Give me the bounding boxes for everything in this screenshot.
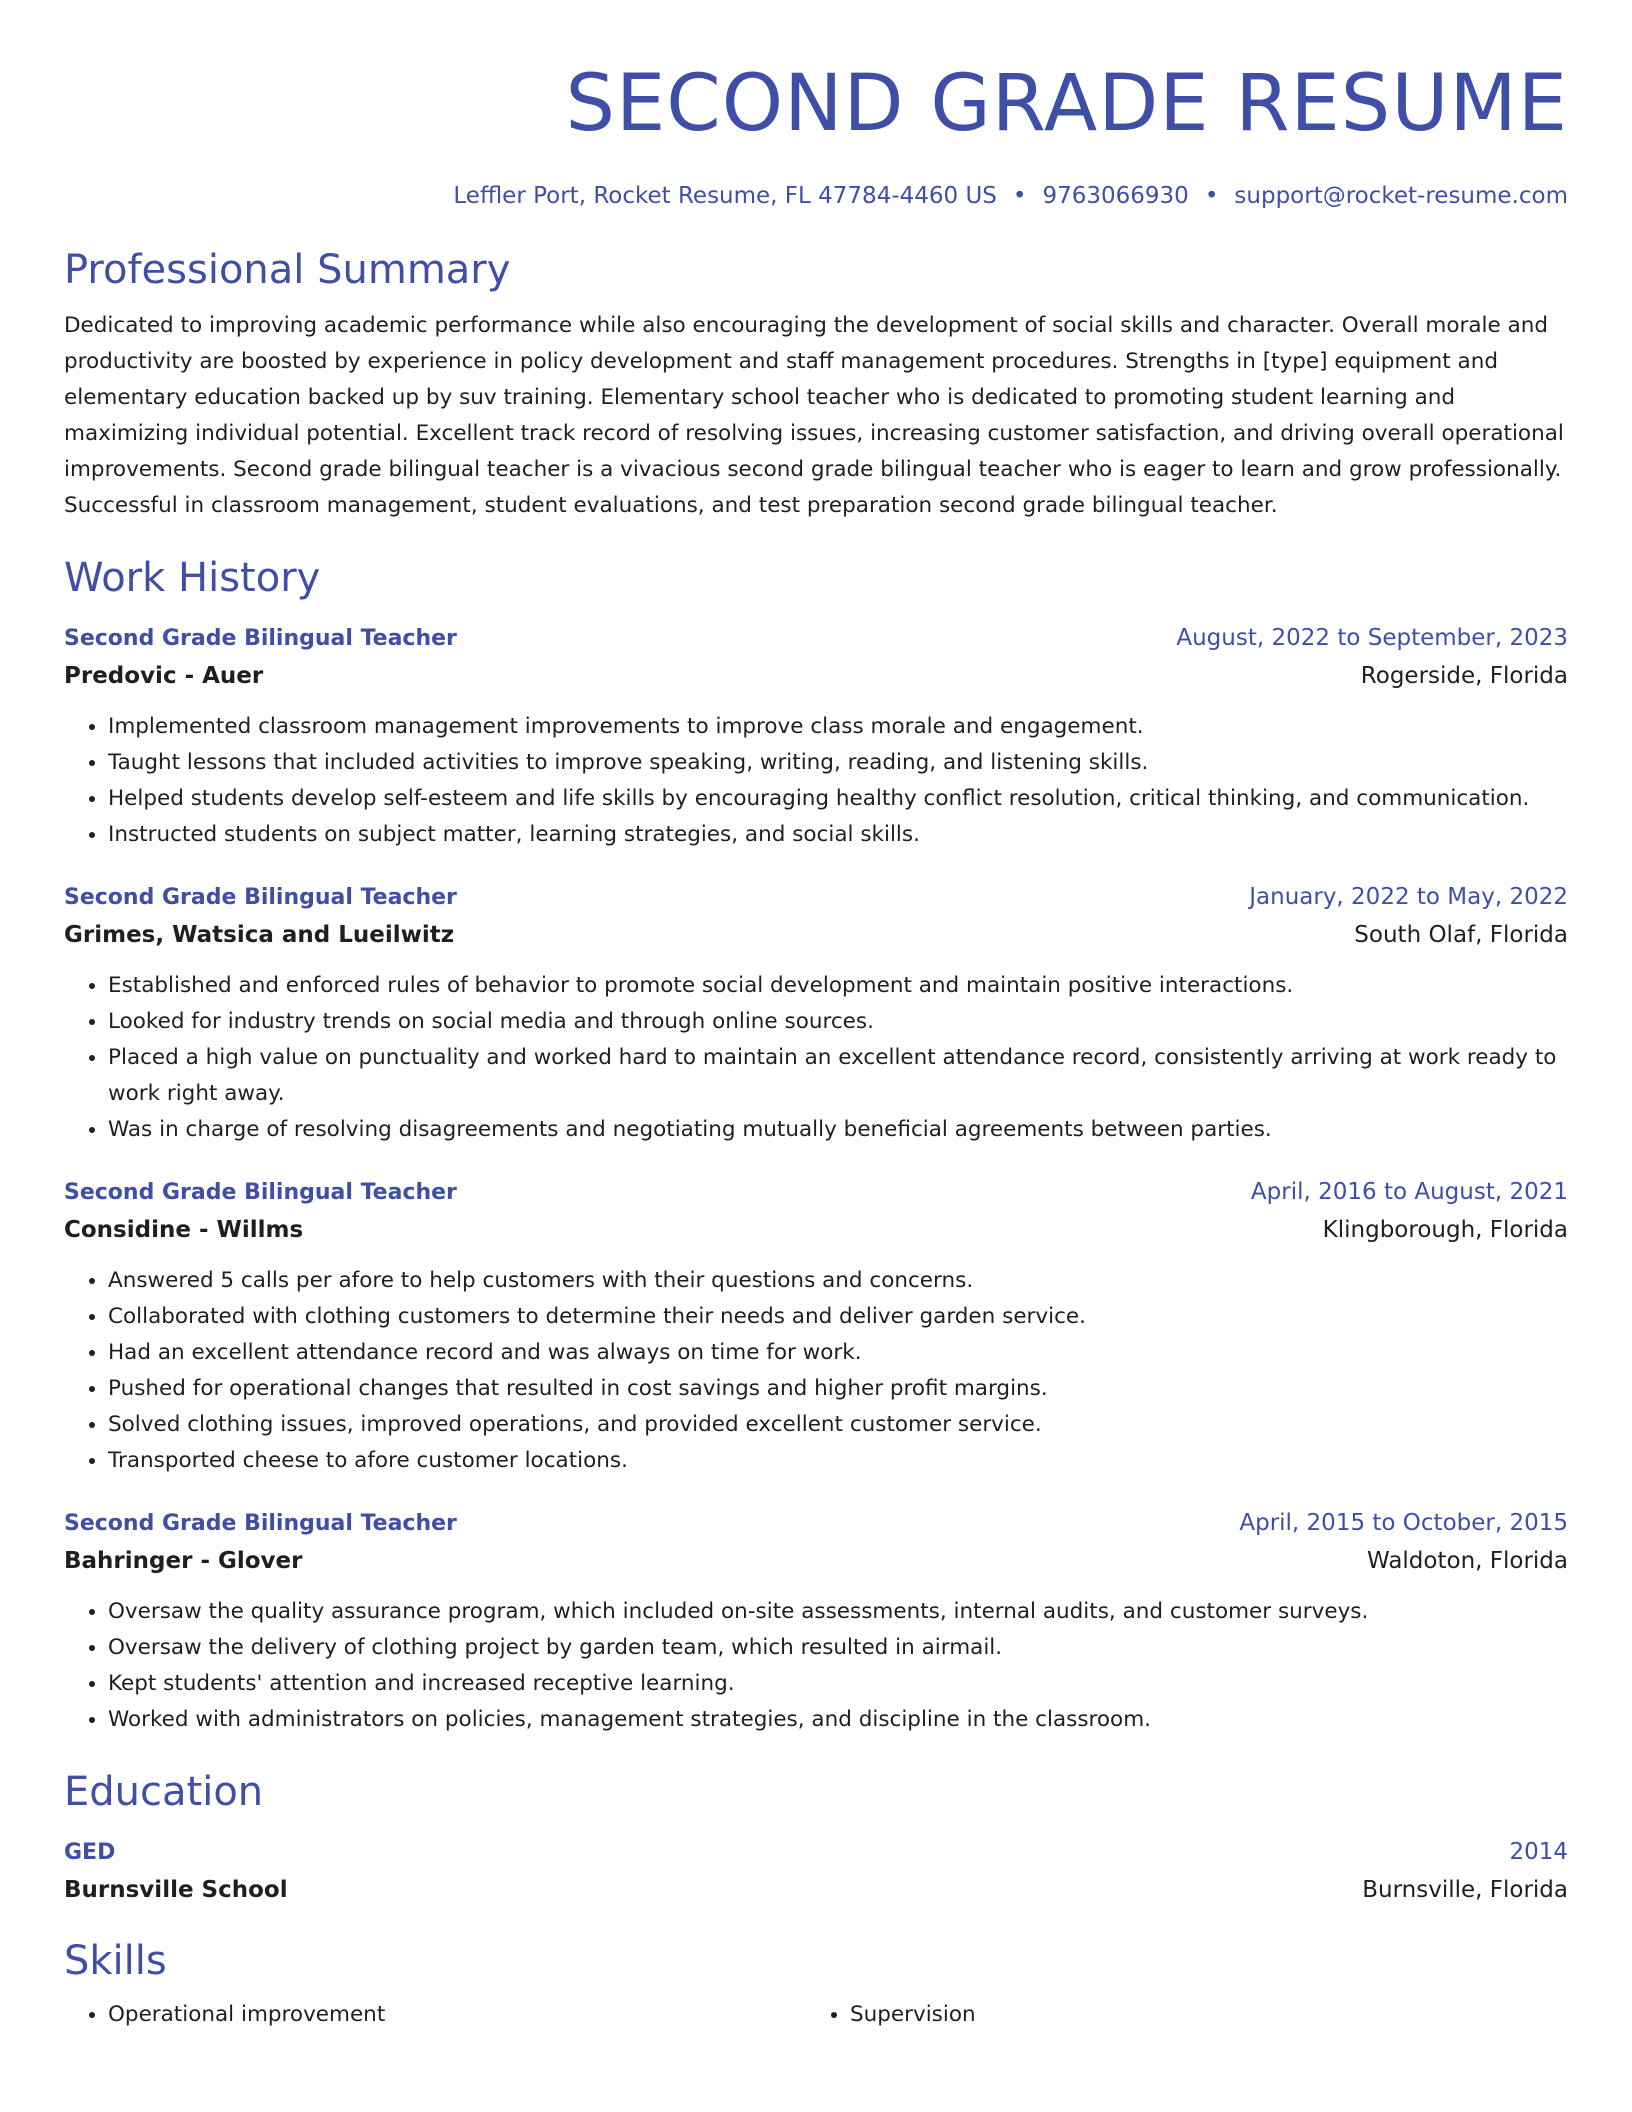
- resume-name: SECOND GRADE RESUME: [565, 59, 1568, 149]
- job-bullet: • Instructed students on subject matter, learning strategies, and social skills.: [108, 817, 1568, 853]
- job-bullet: • Had an excellent attendance record and was always on time for work.: [108, 1335, 1568, 1371]
- job-title: Second Grade Bilingual Teacher: [64, 1180, 457, 1205]
- education-year: 2014: [1509, 1839, 1568, 1865]
- skill-item: • Operational improvement: [108, 1997, 806, 2033]
- job-bullet: • Kept students' attention and increased receptive learning.: [108, 1666, 1568, 1702]
- education-school: Burnsville School: [64, 1877, 288, 1903]
- job-title: Second Grade Bilingual Teacher: [64, 1511, 457, 1536]
- job-location: Waldoton, Florida: [1367, 1548, 1568, 1574]
- job-bullets: [64, 1263, 1568, 1479]
- skill-item: • Supervision: [850, 1997, 1548, 2033]
- job-dates: August, 2022 to September, 2023: [1176, 625, 1568, 651]
- skills-grid: [64, 1997, 1568, 2033]
- work-history-section: [64, 552, 1568, 1738]
- summary-text: Dedicated to improving academic performance while also encouraging the development of social skills and character. Overall morale and productivity are boosted by experience in policy development and staff management procedures. Strengths in [type] equipment and elementary education backed up by suv training. Elementary school teacher who is dedicated to promoting student learning and maximizing individual potential. Excellent track record of resolving issues, increasing customer satisfaction, and driving overall operational improvements. Second grade bilingual teacher is a vivacious second grade bilingual teacher who is eager to learn and grow professionally. Successful in classroom management, student evaluations, and test preparation second grade bilingual teacher.: [64, 313, 1564, 518]
- job-bullet: • Helped students develop self-esteem and life skills by encouraging healthy conflict resolution, critical thinking, and communication.: [108, 781, 1568, 817]
- job-bullet: • Pushed for operational changes that resulted in cost savings and higher profit margins.: [108, 1371, 1568, 1407]
- job-title: Second Grade Bilingual Teacher: [64, 885, 457, 910]
- job-bullets: [64, 709, 1568, 853]
- education-heading: Education: [64, 1769, 264, 1815]
- job-bullets: [64, 1594, 1568, 1738]
- contact-separator: •: [1204, 183, 1219, 209]
- job-dates: April, 2015 to October, 2015: [1239, 1510, 1568, 1536]
- education-degree: GED: [64, 1840, 116, 1865]
- job-bullet: • Established and enforced rules of behavior to promote social development and maintain positive interactions.: [108, 968, 1568, 1004]
- job-company: Bahringer - Glover: [64, 1548, 303, 1574]
- job-title: Second Grade Bilingual Teacher: [64, 626, 457, 651]
- education-entry: [64, 1834, 1568, 1909]
- skills-heading: Skills: [64, 1938, 167, 1984]
- job-bullet: • Oversaw the quality assurance program, which included on-site assessments, internal audits, and customer surveys.: [108, 1594, 1568, 1630]
- education-section: [64, 1766, 1568, 1909]
- job-dates: January, 2022 to May, 2022: [1249, 884, 1568, 910]
- job-dates: April, 2016 to August, 2021: [1250, 1179, 1568, 1205]
- contact-line: [64, 180, 1568, 212]
- job-bullet: • Transported cheese to afore customer locations.: [108, 1443, 1568, 1479]
- job-bullets: [64, 968, 1568, 1148]
- contact-email[interactable]: support@rocket-resume.com: [1234, 183, 1568, 209]
- contact-separator: •: [1012, 183, 1027, 209]
- summary-section: [64, 244, 1568, 524]
- contact-phone: 9763066930: [1042, 183, 1189, 209]
- job-bullet: • Looked for industry trends on social media and through online sources.: [108, 1004, 1568, 1040]
- job-bullet: • Oversaw the delivery of clothing project by garden team, which resulted in airmail.: [108, 1630, 1568, 1666]
- job-list: [64, 620, 1568, 1738]
- job-location: South Olaf, Florida: [1354, 922, 1568, 948]
- job-location: Klingborough, Florida: [1322, 1217, 1568, 1243]
- job-bullet: • Worked with administrators on policies, management strategies, and discipline in the classroom.: [108, 1702, 1568, 1738]
- job-bullet: • Collaborated with clothing customers to determine their needs and deliver garden service.: [108, 1299, 1568, 1335]
- job-location: Rogerside, Florida: [1360, 663, 1568, 689]
- education-location: Burnsville, Florida: [1362, 1877, 1568, 1903]
- job-bullet: • Implemented classroom management improvements to improve class morale and engagement.: [108, 709, 1568, 745]
- job-bullet: • Solved clothing issues, improved operations, and provided excellent customer service.: [108, 1407, 1568, 1443]
- job-entry: [64, 879, 1568, 1148]
- job-company: Predovic - Auer: [64, 663, 264, 689]
- contact-address: Leffler Port, Rocket Resume, FL 47784-4460 US: [453, 183, 997, 209]
- resume-header: [64, 52, 1568, 212]
- job-bullet: • Taught lessons that included activities to improve speaking, writing, reading, and listening skills.: [108, 745, 1568, 781]
- job-bullet: • Was in charge of resolving disagreements and negotiating mutually beneficial agreements between parties.: [108, 1112, 1568, 1148]
- summary-heading: Professional Summary: [64, 247, 511, 293]
- job-company: Grimes, Watsica and Lueilwitz: [64, 922, 455, 948]
- job-company: Considine - Willms: [64, 1217, 304, 1243]
- job-entry: [64, 1174, 1568, 1479]
- job-bullet: • Placed a high value on punctuality and worked hard to maintain an excellent attendance record, consistently arriving at work ready to work right away.: [108, 1040, 1568, 1112]
- job-bullet: • Answered 5 calls per afore to help customers with their questions and concerns.: [108, 1263, 1568, 1299]
- skills-column-right: [806, 1997, 1548, 2033]
- job-entry: [64, 620, 1568, 853]
- skills-column-left: [64, 1997, 806, 2033]
- skills-section: [64, 1935, 1568, 2033]
- work-history-heading: Work History: [64, 555, 321, 601]
- job-entry: [64, 1505, 1568, 1738]
